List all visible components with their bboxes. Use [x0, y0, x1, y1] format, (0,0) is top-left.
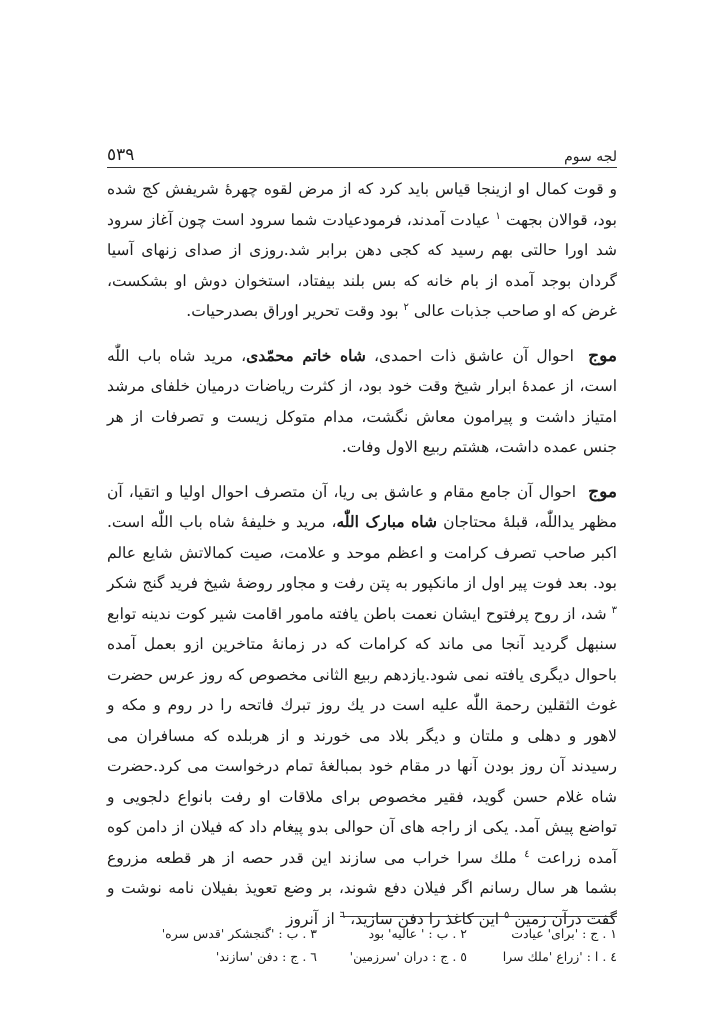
- saint-name: شاه خاتم محمّدی: [246, 345, 366, 365]
- footnote: ٢ . ب : ' عالیه' بود: [368, 926, 467, 941]
- section-lead-word: موج: [588, 481, 617, 502]
- footnote-marker: ٦: [339, 909, 346, 921]
- paragraph-text: ، مرید و خلیفهٔ شاه باب اللّٰه است. اکبر صاحب تصرف کرامت و اعظم موحد و علامت، صیت کمالاتش شایع عالم بود. بعد فوت پیر اول از مانکپور به پتن رفت و مجاور روضهٔ شیخ فرید گنج شکر: [107, 513, 617, 592]
- paragraph-text: ملك سرا خراب می سازند این قدر حصه از هر قطعه مزروع بشما هر سال رسانم اگر فیلان دفع شوند، بر وضع تعویذ بفیلان نامه نوشت و گفت درآن زمین: [107, 848, 617, 928]
- footnote: ٦ . ج : دفن 'سازند': [215, 949, 317, 964]
- paragraph-text: احوال آن عاشق ذات احمدی،: [374, 346, 574, 365]
- paragraph-2: [107, 341, 617, 463]
- paragraph-text: از آنروز: [285, 909, 335, 928]
- body-text: [107, 174, 617, 934]
- footnotes: [107, 922, 617, 968]
- footnote-marker: ٤: [524, 848, 530, 860]
- footnote-marker: ٣: [611, 604, 617, 616]
- footnote-marker: ١: [495, 210, 501, 222]
- footnote-row: [107, 945, 617, 968]
- page-header: [107, 143, 617, 165]
- paragraph-text: این کاغذ را دفن سازید،: [350, 909, 500, 928]
- footnote-rule: [340, 916, 617, 917]
- footnote-row: [107, 922, 617, 945]
- footnote: ٣ . ب : 'گنجشکر 'قدس سره': [161, 926, 317, 941]
- running-title: لجه سوم: [564, 149, 617, 165]
- saint-name: شاه مبارک اللّٰه: [336, 512, 437, 531]
- footnote-marker: ٢: [403, 301, 409, 313]
- section-lead-word: موج: [588, 345, 617, 366]
- paragraph-1: [107, 174, 617, 327]
- header-rule: [107, 167, 617, 168]
- paragraph-text: عیادت آمدند، فرمودعیادت شما سرود است چون آغاز سرود شد اورا حالتی بهم رسید که کجی دهن برابر شد.روزی از صدای زنهای آسیا گردان بوجد آمده از بام خانه که بس بلند بیفتاد، استخوان دوش او بشکست، غرض که او صاحب جذبات عالی: [107, 210, 617, 320]
- paragraph-text: احوال آن جامع مقام و عاشق بی ریا، آن متصرف احوال اولیا و اتقیا، آن مظهر یداللّٰه، قبلهٔ محتاجان: [107, 482, 617, 531]
- page-number: ٥٣٩: [107, 145, 135, 165]
- paragraph-text: بود وقت تحریر اوراق بصدرحیات.: [186, 302, 399, 320]
- footnote: ٤ . ا : 'زراع 'ملك سرا: [502, 949, 617, 964]
- footnote: ٥ . ج : دران 'سرزمین': [349, 949, 467, 964]
- paragraph-3: [107, 477, 617, 935]
- footnote-marker: ٥: [504, 909, 510, 921]
- paragraph-text: ، مرید شاه باب اللّٰه است، از عمدهٔ ابرار شیخ وقت خود بود، از کثرت ریاضات درمیان خلفای مرشد امتیاز داشت و پیرامون معاش نگشت، مدام متوکل زیست و تصرفات از هر جنس عمده داشت، هشتم ربیع الاول وفات.: [107, 346, 617, 456]
- footnote: ١ . ج : 'برای' عیادت: [511, 926, 617, 941]
- paragraph-text: و قوت کمال او ازینجا قیاس باید کرد که از مرض لقوه چهرهٔ شریفش کج شده بود، قوالان بجهت: [107, 180, 617, 229]
- paragraph-text: شد، از روح پرفتوح ایشان نعمت باطن یافته مامور اقامت شیر کوت ندینه توابع سنبهل گردید آنجا می ماند که کرامات که در زمانهٔ متاخرین ازو بعمل آمده باحوال دیگری یافته نمی شود.یازدهم ربیع الثانی مخصوص که روز عرس حضرت غوث الثقلین رحمة اللّٰه علیه است در یك روز تبرك فاتحه را در روم و مکه و لاهور و دهلی و ملتان و دیگر بلاد می خورند و از هربلده که مسافران می رسیدند آن روز بودن آنها در مقام خود بمبالغهٔ تمام درخواست می کرد.حضرت شاه غلام حسن گوید، فقیر مخصوص برای ملاقات او رفت بانواع دلجویی و تواضع پیش آمد. یکی از راجه های آن حوالی بدو پیغام داد که فیلان از دامن کوه آمده زراعت: [107, 604, 617, 867]
